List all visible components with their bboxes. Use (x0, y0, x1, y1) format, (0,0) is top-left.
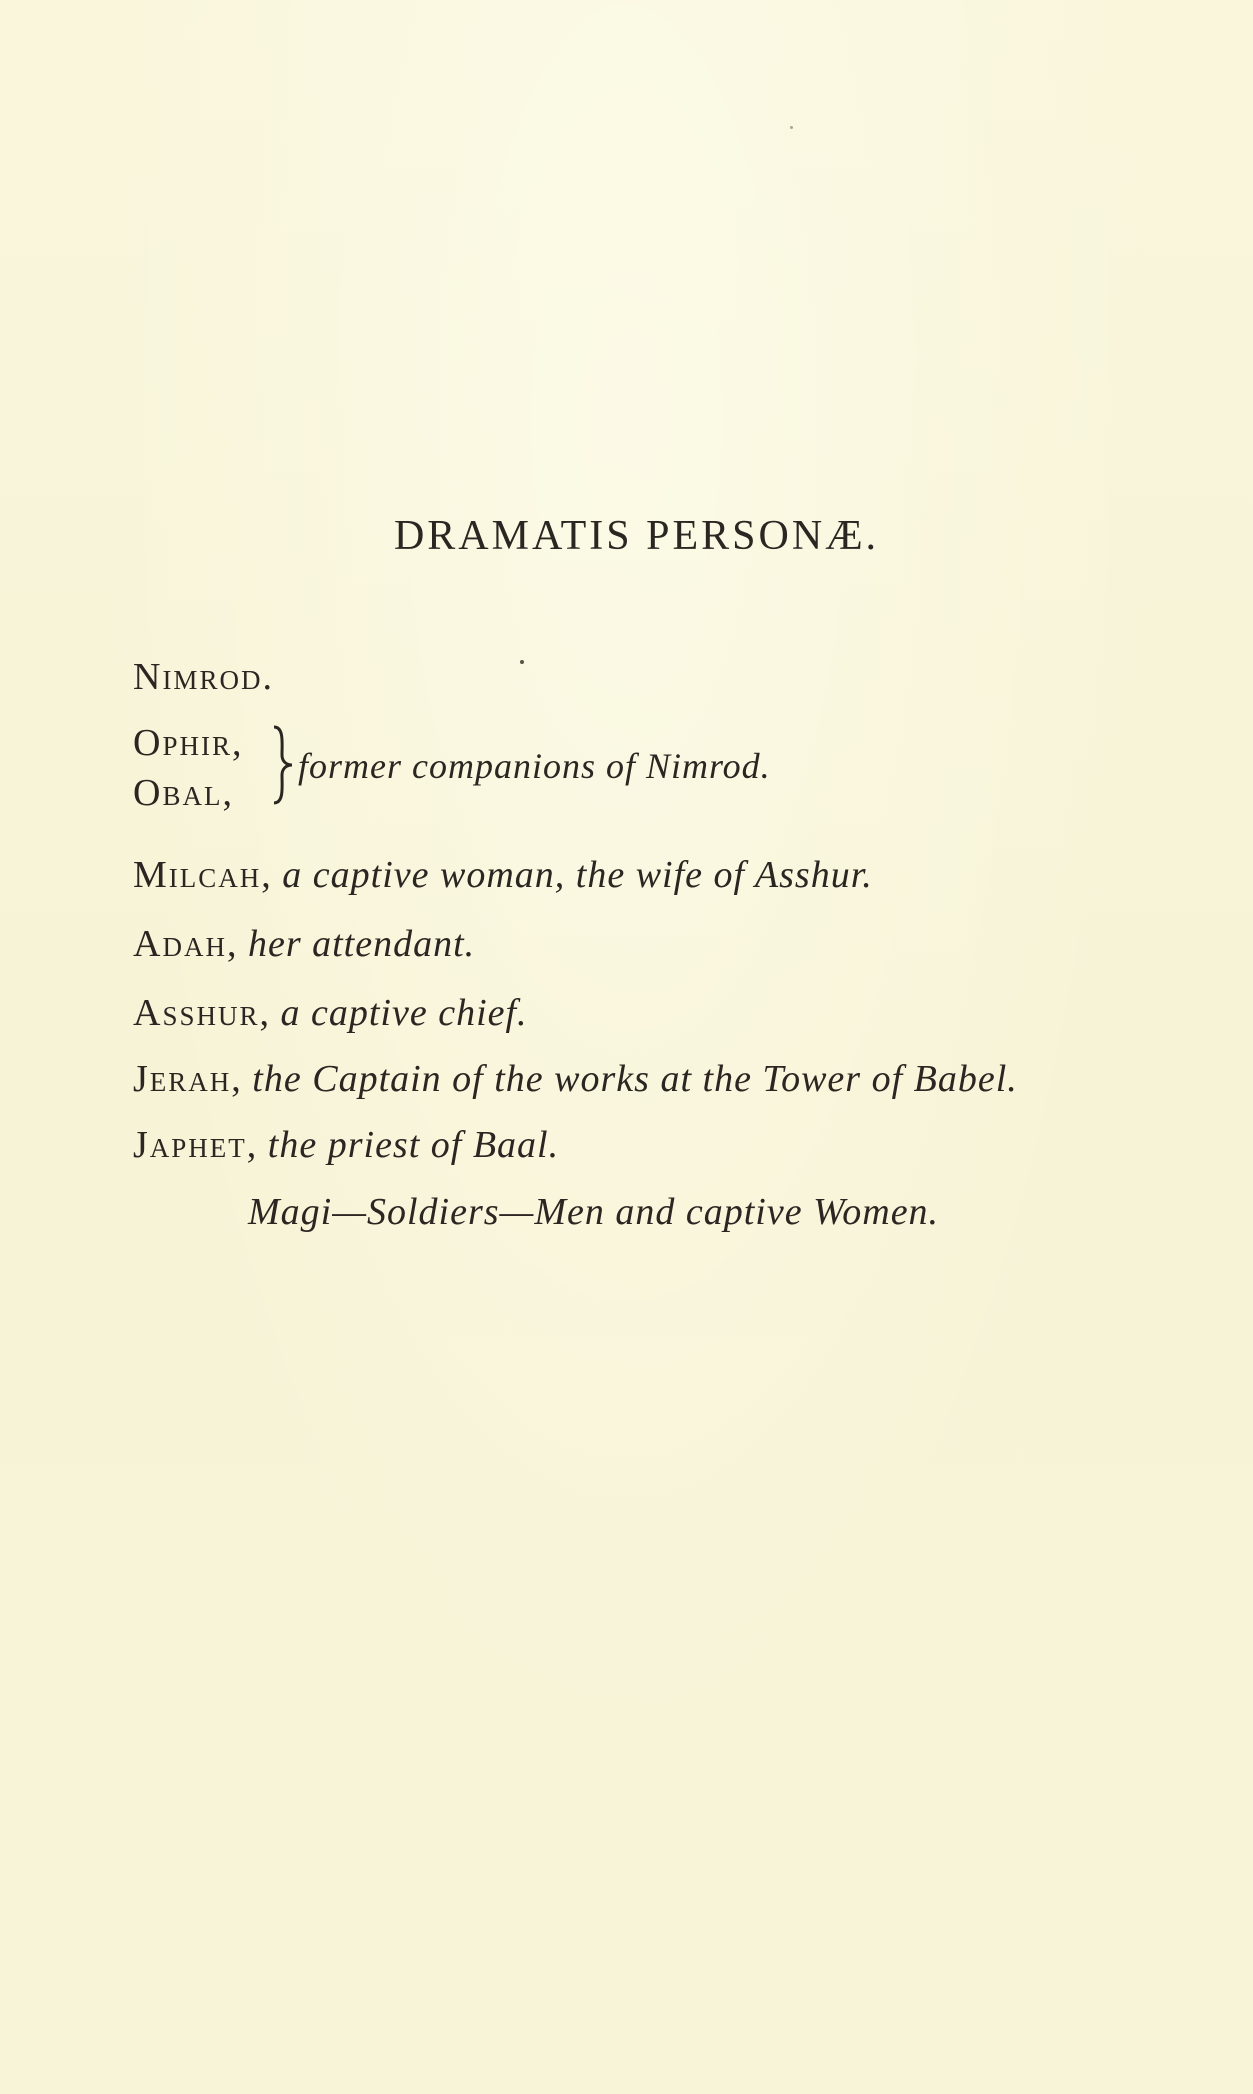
character-name: Ophir, (133, 722, 244, 764)
character-name: Jerah, (133, 1058, 243, 1100)
character-description: her attendant. (247, 923, 476, 965)
group-names (133, 718, 243, 818)
character-jerah (133, 1060, 1018, 1098)
character-adah (133, 925, 475, 963)
right-brace-icon (272, 725, 294, 805)
character-name: Milcah, (133, 854, 273, 896)
character-name: Japhet, (133, 1124, 259, 1166)
character-name: Adah, (133, 923, 239, 965)
character-group-ophir-obal (133, 718, 1033, 818)
character-name: Asshur, (133, 992, 271, 1034)
character-asshur (133, 994, 528, 1032)
paper-speck (520, 660, 524, 664)
other-characters: Magi—Soldiers—Men and captive Women. (248, 1191, 940, 1233)
character-milcah (133, 856, 873, 894)
character-description: the Captain of the works at the Tower of Babel. (252, 1058, 1018, 1100)
character-name: Nimrod. (133, 656, 274, 698)
character-description: the priest of Baal. (267, 1124, 560, 1166)
group-description: former companions of Nimrod. (298, 746, 771, 786)
character-nimrod (133, 658, 274, 696)
character-japhet (133, 1126, 559, 1164)
character-description: a captive chief. (280, 992, 528, 1034)
paper-speck (790, 126, 793, 129)
character-name: Obal, (133, 772, 234, 814)
page-heading: DRAMATIS PERSONÆ. (393, 513, 880, 559)
character-description: a captive woman, the wife of Asshur. (282, 854, 873, 896)
